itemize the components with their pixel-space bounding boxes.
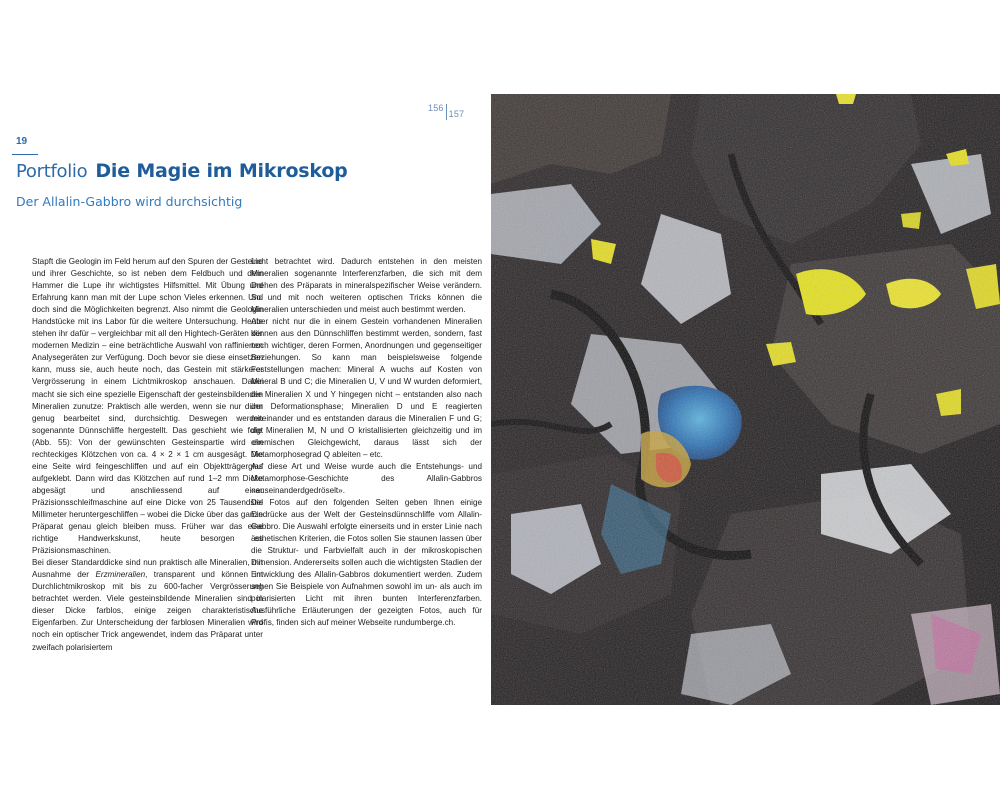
paragraph: Auf diese Art und Weise wurde auch die Entstehungs- und Metamorphose-Geschichte des Allalin-Gabbros «auseinanderdgedröselt». (251, 461, 482, 495)
paragraph: Die Fotos auf den folgenden Seiten geben Ihnen einige Eindrücke aus der Welt der Gesteinsdünnschliffe vom Allalin-Gabbro. Die Auswahl erfolgte einerseits und in erster Linie nach ästhetischen Kriterien, die Fotos sollen Sie staunen lassen über die Struktur- und Farbvielfalt auch in der mikroskopischen Dimension. Andererseits sollen auch die wichtigsten Stadien der Entwicklung des Allalin-Gabbros dokumentiert werden. Zudem sehen Sie Beispiele von Aufnahmen sowohl im un- als auch im polarisierten Licht mit ihren bunten Interferenzfarben. Ausführliche Erläuterungen der gezeigten Fotos, auch für Profis, finden sich auf meiner Webseite rundumberge.ch. (251, 497, 482, 628)
chapter-rule (12, 154, 38, 155)
thin-section-micrograph (491, 94, 1000, 705)
emphasis-term: Erzmineralien (95, 570, 146, 580)
text-column-left (32, 256, 263, 654)
paragraph: Aber nicht nur die in einem Gestein vorhandenen Mineralien können aus den Dünnschliffen bestimmt werden, sondern, fast noch wichtiger, deren Formen, Anordnungen und gegenseitiger Beziehungen. So kann man beispielsweise folgende Feststellungen machen: Mineral A wuchs auf Kosten von Mineral B und C; die Mineralien U, V und W wurden deformiert, die Mineralien X und Y hingegen nicht – entstanden also nach der Deformationsphase; Mineralien D und E reagierten miteinander und es entstanden daraus die Mineralien F und G; die Mineralien M, N und O kristallisierten gleichzeitig und im chemischen Gleichgewicht, daraus lässt sich der Metamorphosegrad Q ableiten – etc. (251, 317, 482, 459)
chapter-number: 19 (16, 136, 28, 147)
text-column-right (251, 256, 482, 629)
text-run: Bei dieser Standarddicke sind nun praktisch alle Mineralien, mit Ausnahme der (32, 558, 263, 580)
text-run: , transparent und können im Durchlichtmikroskop mit bis zu 600-facher Vergrösserung betrachtet werden. Viele gesteinsbildende Mineralien sind in dieser Dicke farblos, einige zeigen charakteristische Eigenfarben. Zur Unterscheidung der farblosen Mineralien wird noch ein optischer Trick angewendet, indem das Präparat unter zweifach polarisiertem (32, 570, 263, 652)
page-title (16, 160, 348, 182)
page-number-left: 156 (428, 103, 444, 113)
paragraph: Stapft die Geologin im Feld herum auf den Spuren der Gesteine und ihrer Geschichte, so ist neben dem Feldbuch und dem Hammer die Lupe ihr wichtigstes Hilfsmittel. Mit Übung und Erfahrung kann man mit der Lupe schon Vieles erkennen. Und doch sind die Möglichkeiten begrenzt. Also nimmt die Geologin Handstücke mit ins Labor für die weitere Untersuchung. Heute stehen ihr dafür – vergleichbar mit all den Hightech-Geräten der modernen Medizin – eine beträchtliche Auswahl von raffinierten Analysegeräten zur Verfügung. Doch bevor sie diese einsetzen kann, muss sie, auch heute noch, das Gestein mit stärkerer Vergrösserung in einem Lichtmikroskop anschauen. Dabei macht sie sich eine spezielle Eigenschaft der gesteinsbildenden Mineralien zunutze: Praktisch alle werden, wenn sie nur dünn genug bearbeitet sind, durchsichtig. Deswegen werden sogenannte Dünnschliffe hergestellt. Das geschieht wie folgt (Abb. 55): Von der gewünschten Gesteinspartie wird ein rechteckiges Klötzchen von ca. 4 × 2 × 1 cm ausgesägt. Die eine Seite wird feingeschliffen und auf ein Objektträgerglas aufgeklebt. Dann wird das Klötzchen auf rund 1–2 mm Dicke abgesägt und anschliessend auf einer Präzisionsschleifmaschine auf eine Dicke von 25 Tausendstel Millimeter heruntergeschliffen – wobei die Dicke über das ganze Präparat genau gleich bleiben muss. Früher war das eine richtige Handwerkskunst, heute besorgen es Präzisionsmaschinen. (32, 257, 263, 556)
page-number-right: 157 (448, 109, 465, 119)
title-main: Die Magie im Mikroskop (95, 160, 348, 182)
page-number-divider (446, 104, 447, 120)
paragraph: Licht betrachtet wird. Dadurch entstehen in den meisten Mineralien sogenannte Interferenzfarben, die sich mit dem Drehen des Präparats in mineralspezifischer Weise verändern. So und mit noch weiteren optischen Tricks können die Mineralien unterschieden und meist auch bestimmt werden. (251, 257, 482, 315)
micrograph-image (491, 94, 1000, 705)
paragraph (32, 557, 263, 653)
page-numbers (428, 104, 464, 120)
page-subtitle: Der Allalin-Gabbro wird durchsichtig (16, 194, 243, 209)
title-prefix: Portfolio (16, 161, 88, 182)
